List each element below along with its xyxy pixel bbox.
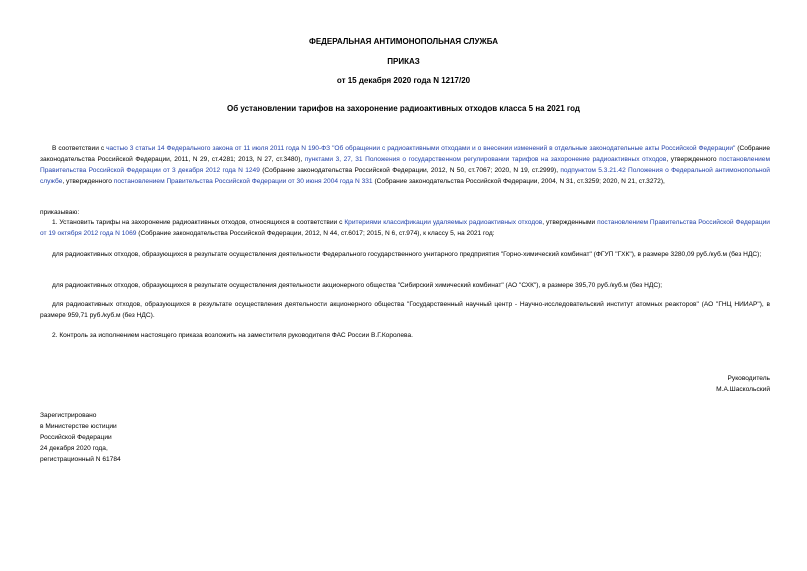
order-word: приказываю: (40, 209, 80, 216)
item-1-text: 1. Установить тарифы на захоронение радиоактивных отходов, относящихся в соответствии с (52, 219, 345, 226)
registration-line: Зарегистрировано (40, 412, 97, 419)
regulation-points-link[interactable]: пунктами 3, 27, 31 Положения о государственном регулировании тарифов на захоронение радиоактивных отходов (304, 156, 667, 163)
registration-number: регистрационный N 61784 (40, 456, 121, 463)
signature-name: М.А.Шаскольский (716, 386, 770, 393)
doc-date-number: от 15 декабря 2020 года N 1217/20 (336, 76, 471, 85)
item-1-paragraph (40, 217, 770, 239)
preamble-text: (Собрание законодательства Российской Федерации, 2011, N 29, ст.4281; 2013, N 27, ст.3480), (40, 145, 771, 163)
classification-criteria-link[interactable]: Критериями классификации удаляемых радиоактивных отходов (344, 219, 543, 226)
registration-line: в Министерстве юстиции (40, 423, 117, 430)
agency-title: ФЕДЕРАЛЬНАЯ АНТИМОНОПОЛЬНАЯ СЛУЖБА (309, 37, 498, 46)
preamble-text: , утвержденного (666, 156, 720, 163)
preamble-text: (Собрание законодательства Российской Федерации, 2012, N 50, ст.7067; 2020, N 19, ст.2999), (259, 167, 561, 174)
tariff-niiar: для радиоактивных отходов, образующихся в результате осуществления деятельности акционерного общества "Государственный научный центр - Научно-исследовательский институт атомных реакторов" (АО "ГНЦ НИИАР"), в размере 959,71 руб./куб.м (без НДС). (40, 301, 770, 319)
decree-1249-link[interactable]: постановлением Правительства Российской Федерации от 3 декабря 2012 года N 1249 (40, 156, 770, 174)
registration-date: 24 декабря 2020 года, (40, 445, 108, 452)
item-2-paragraph: 2. Контроль за исполнением настоящего приказа возложить на заместителя руководителя ФАС России В.Г.Королева. (52, 332, 413, 339)
doc-type: ПРИКАЗ (387, 57, 420, 66)
item-1-text: , утвержденными (542, 219, 598, 226)
registration-line: Российской Федерации (40, 434, 112, 441)
preamble-paragraph (40, 143, 770, 187)
decree-331-link[interactable]: постановлением Правительства Российской Федерации от 30 июня 2004 года N 331 (113, 178, 373, 185)
fas-regulation-link[interactable]: подпунктом 5.3.21.42 Положения о Федеральной антимонопольной службе (40, 167, 770, 185)
preamble-text: , утвержденного (62, 178, 114, 185)
tariff-skhk: для радиоактивных отходов, образующихся в результате осуществления деятельности акционерного общества "Сибирский химический комбинат" (АО "СХК"), в размере 395,70 руб./куб.м (без НДС); (52, 282, 663, 289)
signature-title: Руководитель (727, 375, 770, 382)
preamble-text: В соответствии с (52, 145, 107, 152)
law-190-fz-link[interactable]: частью 3 статьи 14 Федерального закона от 11 июля 2011 года N 190-ФЗ "Об обращении с радиоактивными отходами и о внесении изменений в отдельные законодательные акты Российской Федерации" (106, 145, 736, 152)
doc-subject: Об установлении тарифов на захоронение радиоактивных отходов класса 5 на 2021 год (227, 104, 580, 113)
decree-1069-link[interactable]: постановлением Правительства Российской Федерации от 19 октября 2012 года N 1069 (40, 219, 770, 237)
tariff-ghk: для радиоактивных отходов, образующихся в результате осуществления деятельности Федерального государственного унитарного предприятия "Горно-химический комбинат" (ФГУП "ГХК"), в размере 3280,09 руб./куб.м (без НДС); (52, 251, 762, 258)
preamble-text: (Собрание законодательства Российской Федерации, 2004, N 31, ст.3259; 2020, N 21, ст.3272), (372, 178, 665, 185)
item-1-text: (Собрание законодательства Российской Федерации, 2012, N 44, ст.6017; 2015, N 6, ст.974), к классу 5, на 2021 год: (136, 230, 495, 237)
